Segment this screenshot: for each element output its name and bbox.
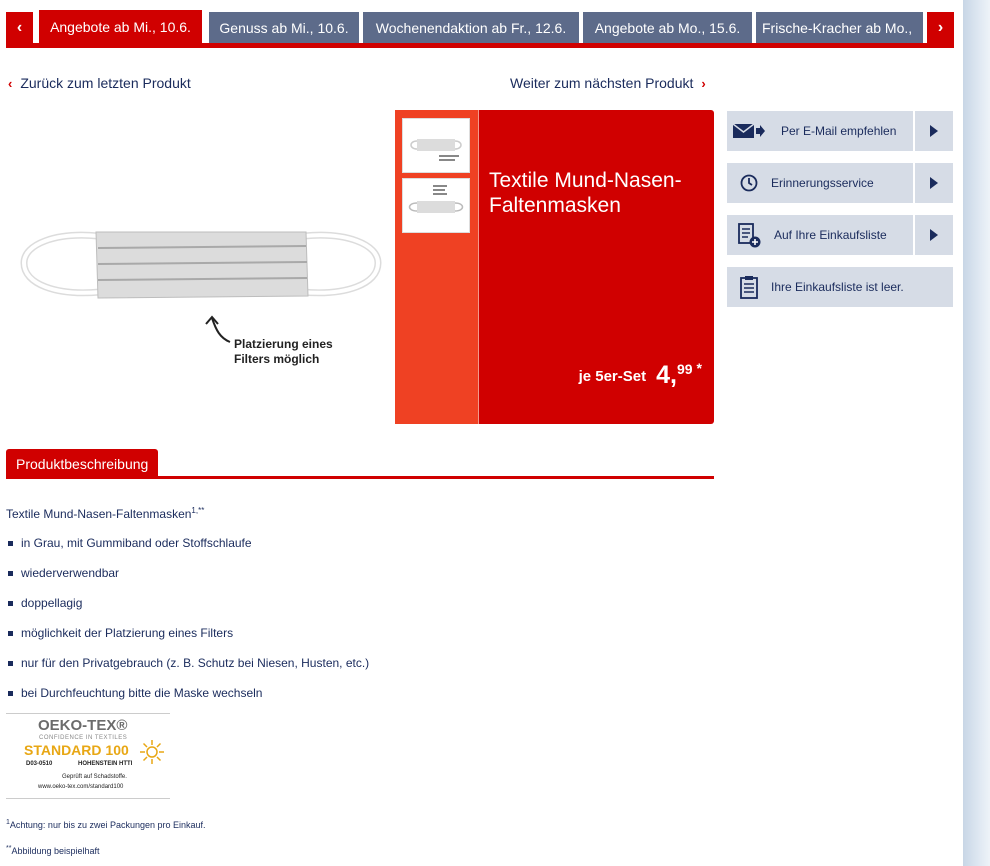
clock-icon (727, 174, 771, 192)
thumbnail-column (395, 110, 478, 424)
chevron-left-icon: ‹ (8, 75, 13, 91)
list-item: in Grau, mit Gummiband oder Stoffschlaufe (6, 536, 369, 566)
product-title: Textile Mund-Nasen-Faltenmasken (489, 169, 682, 217)
reminder-service-label: Erinnerungsservice (771, 176, 874, 190)
description-heading-text: Textile Mund-Nasen-Faltenmasken (6, 507, 192, 521)
list-item: möglichkeit der Platzierung eines Filters (6, 626, 369, 656)
product-image[interactable] (16, 218, 386, 378)
footnote-2 (6, 845, 100, 856)
oeko-url: www.oeko-tex.com/standard100 (38, 784, 124, 790)
caption-line-2: Filters möglich (234, 352, 320, 366)
tab-wochenendaktion[interactable]: Wochenendaktion ab Fr., 12.6. (363, 12, 579, 43)
add-to-shopping-list-label: Auf Ihre Einkaufsliste (774, 228, 887, 242)
description-heading-sup: 1,** (191, 506, 205, 515)
tabs-next-arrow[interactable]: › (927, 12, 954, 43)
prev-product-link[interactable] (8, 75, 191, 91)
price-unit: je 5er-Set (578, 368, 647, 385)
tab-genuss-mi[interactable]: Genuss ab Mi., 10.6. (209, 12, 359, 43)
play-arrow-icon (913, 111, 953, 151)
thumbnail-2[interactable] (402, 178, 470, 233)
add-to-shopping-list-button[interactable] (727, 215, 953, 255)
oeko-tagline: CONFIDENCE IN TEXTILES (39, 735, 128, 741)
oeko-tex-label (6, 713, 170, 799)
price-cents: 99 (676, 361, 693, 377)
email-recommend-button[interactable] (727, 111, 953, 151)
email-recommend-label: Per E-Mail empfehlen (781, 124, 897, 138)
description-bullets (6, 536, 369, 716)
oeko-institute: HOHENSTEIN HTTI (78, 761, 133, 767)
product-info-box (478, 110, 714, 424)
description-underline (6, 476, 714, 479)
footnote-2-marker: ** (6, 845, 12, 852)
tab-frische-kracher[interactable]: Frische-Kracher ab Mo., (756, 12, 923, 43)
chevron-right-icon: › (701, 75, 706, 91)
shopping-list-status[interactable] (727, 267, 953, 307)
play-arrow-icon (913, 163, 953, 203)
footnote-1 (6, 819, 206, 830)
next-product-label: Weiter zum nächsten Produkt (510, 75, 694, 91)
offer-tabbar (6, 8, 954, 50)
price-row (579, 356, 702, 390)
tab-angebote-mo[interactable]: Angebote ab Mo., 15.6. (583, 12, 752, 43)
image-caption (234, 337, 333, 367)
next-product-link[interactable] (510, 75, 706, 91)
oeko-flower-icon (138, 738, 166, 766)
envelope-icon (727, 123, 771, 139)
prev-product-label: Zurück zum letzten Produkt (20, 75, 191, 91)
footnote-1-marker: 1 (6, 819, 10, 826)
description-heading (6, 506, 204, 521)
clipboard-list-icon (727, 275, 771, 299)
page-right-gutter (963, 0, 990, 866)
shopping-list-empty-label: Ihre Einkaufsliste ist leer. (771, 280, 904, 294)
play-arrow-icon (913, 215, 953, 255)
tab-underline (6, 43, 954, 48)
list-item: bei Durchfeuchtung bitte die Maske wechseln (6, 686, 369, 716)
thumbnail-1[interactable] (402, 118, 470, 173)
tab-angebote-mi[interactable]: Angebote ab Mi., 10.6. (39, 10, 202, 43)
list-item: doppellagig (6, 596, 369, 626)
oeko-standard: STANDARD 100 (24, 742, 129, 758)
add-to-list-icon (727, 222, 771, 248)
list-item: nur für den Privatgebrauch (z. B. Schutz bei Niesen, Husten, etc.) (6, 656, 369, 686)
price-asterisk: * (696, 360, 702, 376)
price-main: 4, (656, 361, 677, 389)
footnote-1-text: Achtung: nur bis zu zwei Packungen pro Einkauf. (9, 820, 206, 830)
oeko-brand: OEKO-TEX® (38, 717, 128, 734)
list-item: wiederverwendbar (6, 566, 369, 596)
oeko-tested: Geprüft auf Schadstoffe. (62, 774, 127, 780)
footnote-2-text: Abbildung beispielhaft (11, 846, 100, 856)
tabs-prev-arrow[interactable]: ‹ (6, 12, 33, 43)
reminder-service-button[interactable] (727, 163, 953, 203)
caption-line-1: Platzierung eines (234, 337, 333, 351)
tab-produktbeschreibung[interactable]: Produktbeschreibung (6, 449, 158, 478)
oeko-code: D03-0510 (26, 761, 53, 767)
